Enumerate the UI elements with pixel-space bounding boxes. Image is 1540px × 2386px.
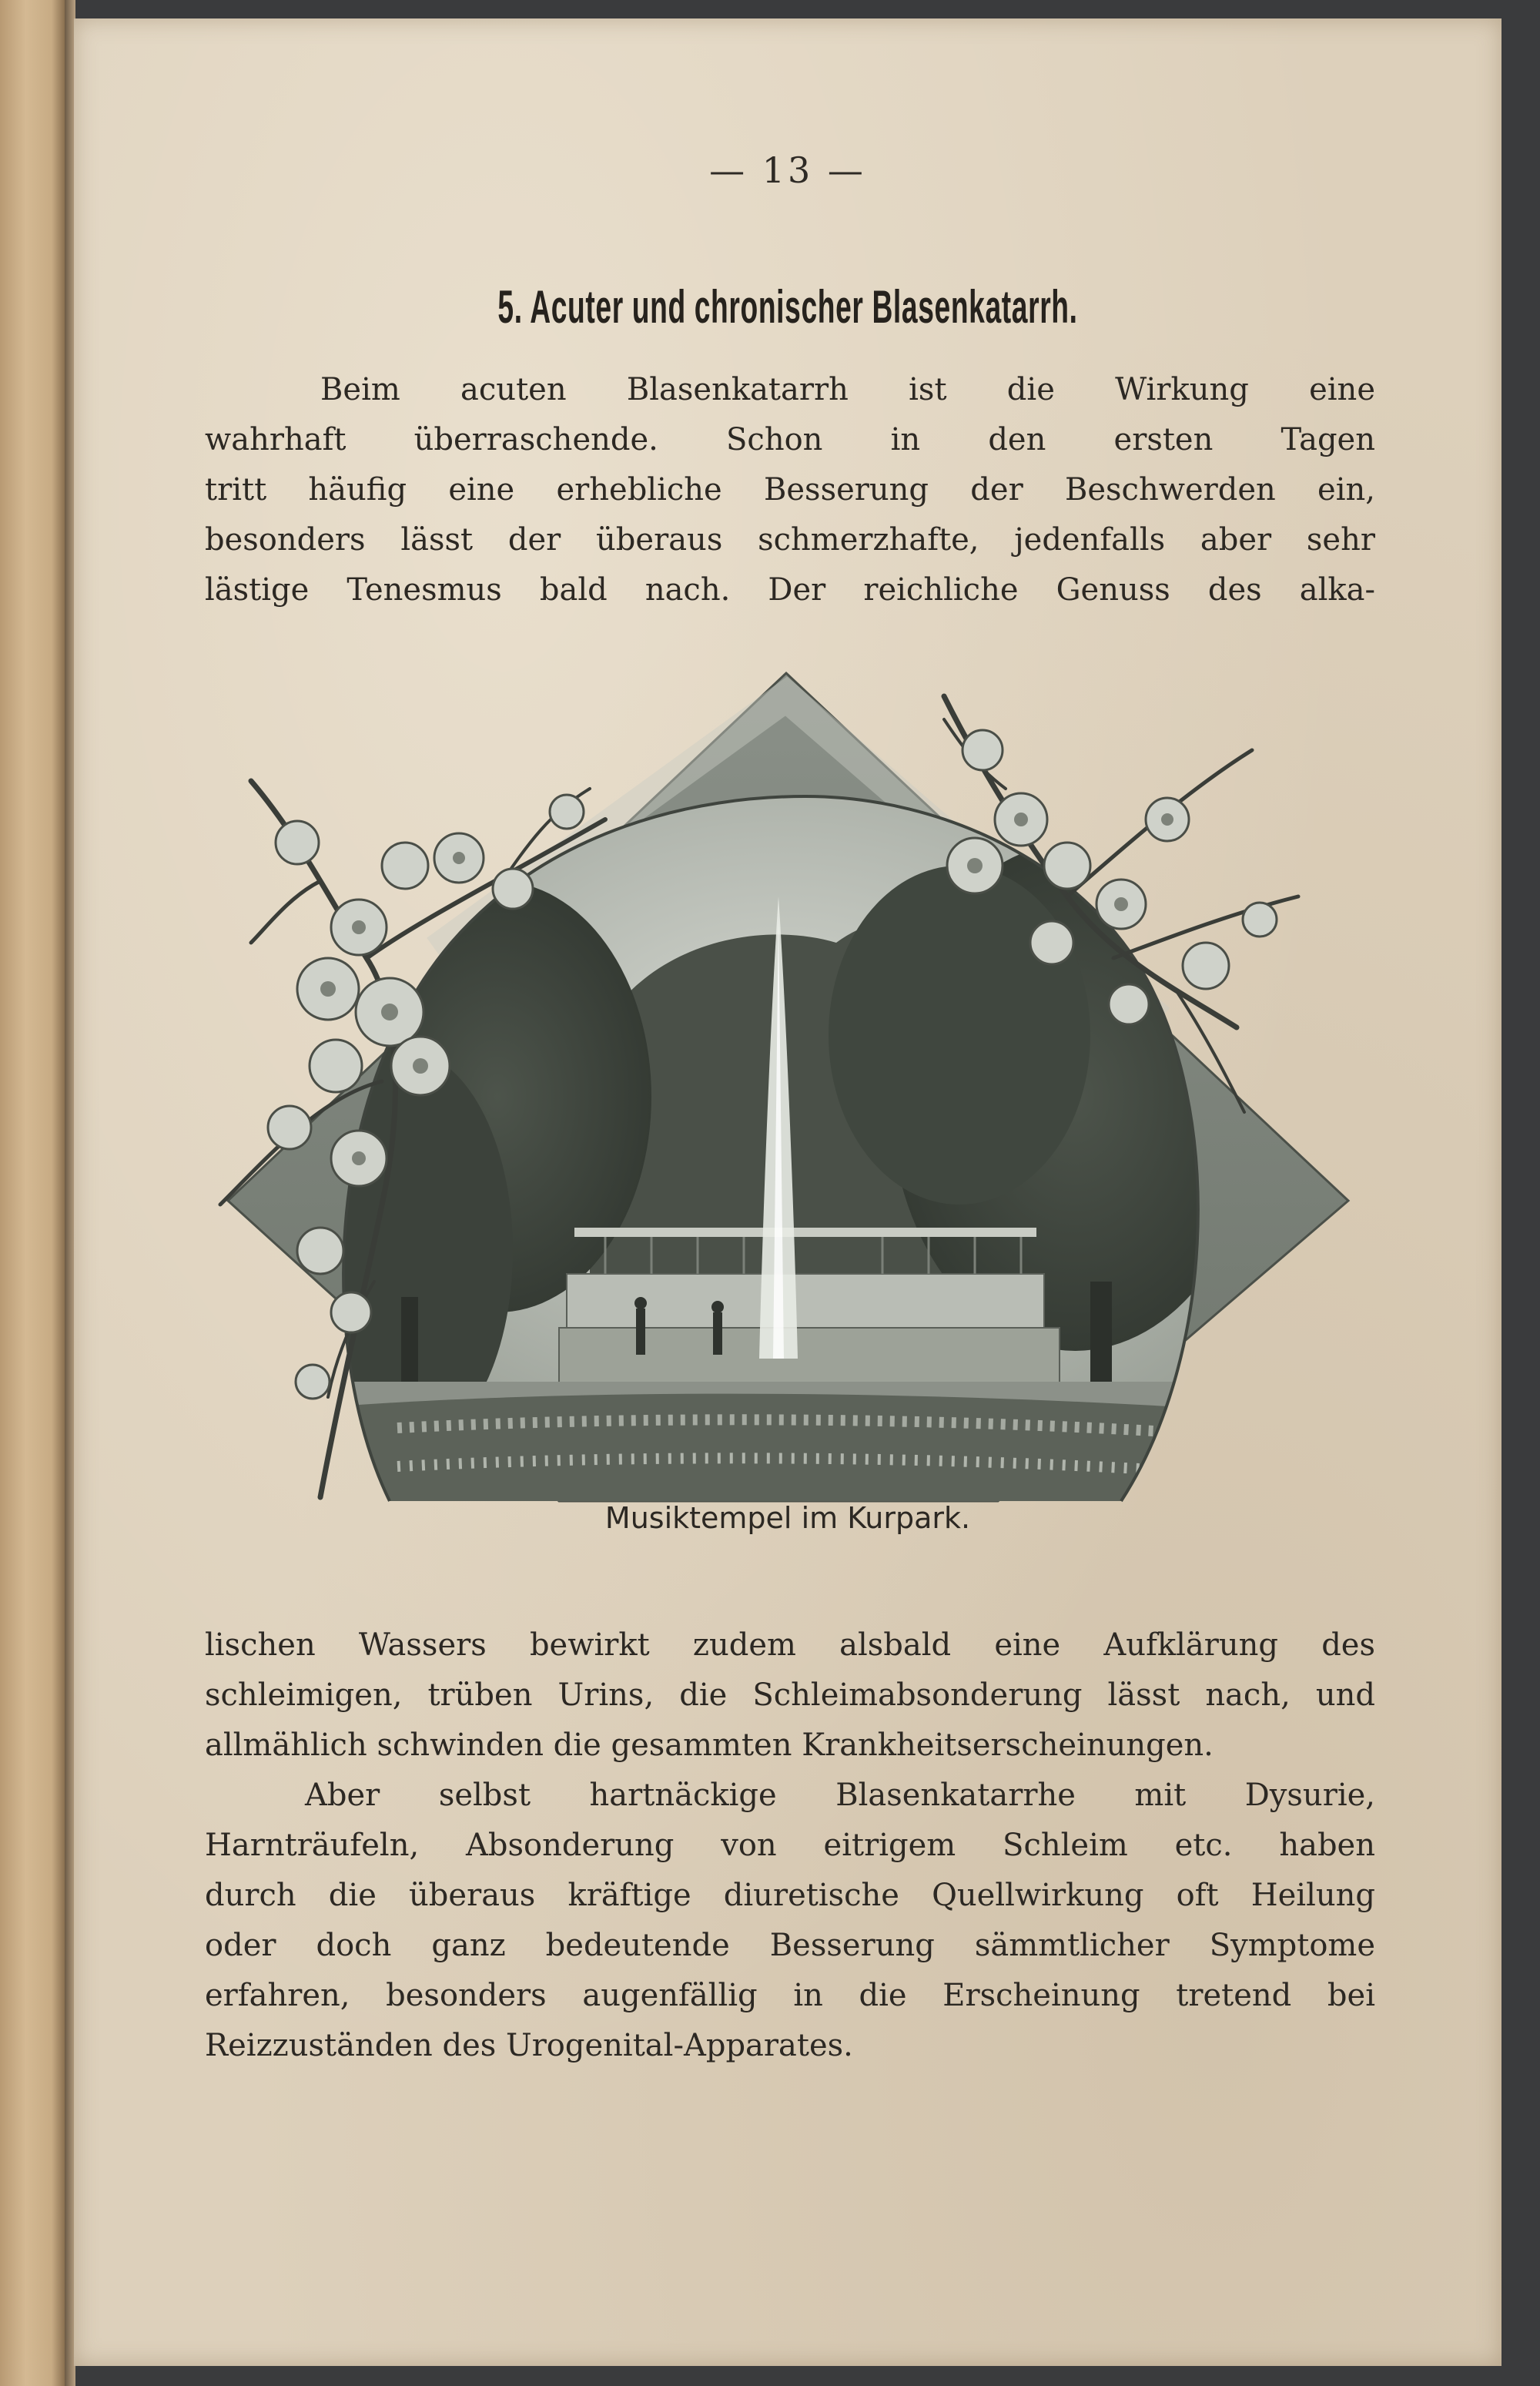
book-page — [74, 18, 1502, 2366]
paragraph-2-line: oder doch ganz bedeutende Besserung sämmtlicher Symptome — [205, 1928, 1375, 1963]
paragraph-1-line: tritt häufig eine erhebliche Besserung der Beschwerden ein, — [205, 472, 1375, 508]
paragraph-1-line: lästige Tenesmus bald nach. Der reichliche Genuss des alka- — [205, 572, 1375, 608]
paragraph-2-line: Aber selbst hartnäckige Blasenkatarrhe mit Dysurie, — [305, 1778, 1375, 1813]
park-illustration — [205, 665, 1375, 1520]
paragraph-2-line: Harnträufeln, Absonderung von eitrigem Schleim etc. haben — [205, 1828, 1375, 1863]
paragraph-2 — [205, 1620, 1375, 2071]
paragraph-2-line: durch die überaus kräftige diuretische Quellwirkung oft Heilung — [205, 1878, 1375, 1913]
paragraph-2-line: schleimigen, trüben Urins, die Schleimabsonderung lässt nach, und — [205, 1677, 1375, 1713]
paragraph-2-line: Reizzuständen des Urogenital-Apparates. — [205, 2028, 853, 2063]
paragraph-1-line: besonders lässt der überaus schmerzhafte, jedenfalls aber sehr — [205, 522, 1375, 558]
paragraph-1 — [205, 365, 1375, 615]
paragraph-2-line: lischen Wassers bewirkt zudem alsbald eine Aufklärung des — [205, 1627, 1375, 1663]
paragraph-1-line: Beim acuten Blasenkatarrh ist die Wirkung eine — [320, 372, 1375, 407]
page-number: — 13 — — [709, 149, 866, 191]
figure-caption: Musiktempel im Kurpark. — [604, 1501, 971, 1535]
facing-page-edge — [0, 0, 65, 2386]
paragraph-2-line: erfahren, besonders augenfällig in die Erscheinung tretend bei — [205, 1978, 1375, 2013]
paragraph-1-line: wahrhaft überraschende. Schon in den ersten Tagen — [205, 422, 1375, 457]
paragraph-2-line: allmählich schwinden die gesammten Krankheitserscheinungen. — [205, 1728, 1214, 1763]
section-heading: 5. Acuter und chronischer Blasenkatarrh. — [497, 281, 1078, 333]
